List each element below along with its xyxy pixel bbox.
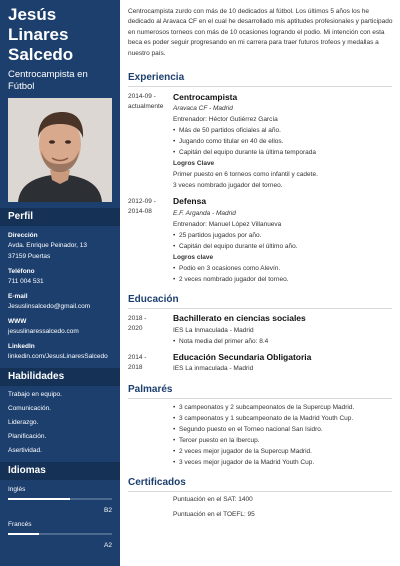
candidate-role: Centrocampista en Fútbol [8, 69, 88, 92]
section-educacion: Educación [128, 293, 392, 309]
skill-item: Comunicación. [8, 405, 51, 412]
achievement-bullet: • Podio en 3 ocasiones como Alevín. [173, 264, 393, 274]
palmares-item: • 2 veces mejor jugador de la Supercup Madrid. [173, 447, 393, 457]
job-bullet: • 25 partidos jugados por año. [173, 231, 393, 241]
website-link[interactable]: jesuslinaressalcedo.com [8, 328, 79, 335]
education-date: 2018 - 2020 [128, 315, 147, 332]
skill-item: Liderazgo. [8, 419, 39, 426]
email-label: E-mail [8, 293, 28, 300]
skill-item: Asertividad. [8, 447, 42, 454]
job-coach: Entrenador: Héctor Gutiérrez García [173, 116, 278, 123]
job-bullet: • Más de 50 partidos oficiales al año. [173, 126, 393, 136]
phone-label: Teléfono [8, 268, 35, 275]
certificate-item: Puntuación en el TOEFL: 95 [173, 511, 255, 518]
job-date: 2012-09 - 2014-08 [128, 198, 156, 215]
achievements-label: Logros clave [173, 254, 214, 261]
job-date: 2014-09 - actualmente [128, 93, 164, 110]
email-link[interactable]: Jesuslinsalcedo@gmail.com [8, 303, 91, 310]
candidate-name: Jesús Linares Salcedo [8, 5, 74, 64]
palmares-item: • Segundo puesto en el Torneo nacional San Isidro. [173, 425, 393, 435]
address-line2: 37159 Puertas [8, 253, 51, 260]
certificate-item: Puntuación en el SAT: 1400 [173, 496, 253, 503]
address-label: Dirección [8, 232, 38, 239]
job-title: Centrocampista [173, 92, 238, 102]
job-bullet: • Capitán del equipo durante la última temporada [173, 148, 393, 158]
palmares-item: • 3 campeonatos y 2 subcampeonatos de la Supercup Madrid. [173, 403, 393, 413]
achievement-bullet: • 2 veces nombrado jugador del torneo. [173, 275, 393, 285]
www-label: WWW [8, 318, 27, 325]
language-level-fill [8, 533, 39, 535]
skill-item: Trabajo en equipo. [8, 391, 62, 398]
job-bullet: • Capitán del equipo durante el último año. [173, 242, 393, 252]
job-bullet: • Jugando como titular en 40 de ellos. [173, 137, 393, 147]
section-experiencia: Experiencia [128, 71, 392, 87]
section-idiomas: Idiomas [0, 462, 120, 480]
achievement-line: 3 veces nombrado jugador del torneo. [173, 182, 283, 189]
language-level-bar [8, 533, 112, 535]
linkedin-label: LinkedIn [8, 343, 35, 350]
achievement-line: Primer puesto en 6 torneos como infantil y cadete. [173, 171, 318, 178]
sidebar [0, 0, 120, 566]
education-title: Bachillerato en ciencias sociales [173, 313, 306, 323]
section-palmares: Palmarés [128, 383, 392, 399]
language-level-fill [8, 498, 70, 500]
skill-item: Planificación. [8, 433, 47, 440]
person-portrait-icon [8, 98, 112, 202]
job-organization: E.F. Arganda - Madrid [173, 210, 236, 217]
education-bullet: • Nota media del primer año: 8.4 [173, 337, 393, 347]
language-name: Francés [8, 521, 32, 528]
achievements-label: Logros Clave [173, 160, 215, 167]
job-title: Defensa [173, 196, 207, 206]
education-date: 2014 - 2018 [128, 354, 147, 371]
language-level: B2 [104, 507, 112, 514]
phone-value[interactable]: 711 004 531 [8, 278, 44, 285]
language-name: Inglés [8, 486, 26, 493]
section-certificados: Certificados [128, 476, 392, 492]
job-organization: Aravaca CF - Madrid [173, 105, 233, 112]
profile-photo [8, 98, 112, 202]
education-school: IES La Inmaculada - Madrid [173, 327, 254, 334]
palmares-item: • 3 campeonatos y 1 subcampeonato de la Madrid Youth Cup. [173, 414, 393, 424]
linkedin-link[interactable]: linkedin.com/JesusLinaresSalcedo [8, 353, 108, 360]
address-line1: Avda. Enrique Peinador, 13 [8, 242, 88, 249]
palmares-item: • 3 veces mejor jugador de la Madrid Youth Cup. [173, 458, 393, 468]
section-habilidades: Habilidades [0, 368, 120, 386]
job-coach: Entrenador: Manuel López Villanueva [173, 221, 282, 228]
education-title: Educación Secundaria Obligatoria [173, 352, 312, 362]
section-perfil: Perfil [0, 208, 120, 226]
education-school: IES La inmaculada - Madrid [173, 365, 254, 372]
palmares-item: • Tercer puesto en la Ibercup. [173, 436, 393, 446]
profile-summary: Centrocampista zurdo con más de 10 dedicados al fútbol. Los últimos 5 años los he dedicado al Aravaca CF en el cual he desarrollado mis aptitudes profesionales y participado en numerosos torneos con más de 10 ocasiones logrando el podio. Mi intención con esta beca es poder seguir progresando en mi carrera para traer futuros trofeos y medallas a nuestro país. [128, 8, 393, 57]
language-level: A2 [104, 542, 112, 549]
language-level-bar [8, 498, 112, 500]
